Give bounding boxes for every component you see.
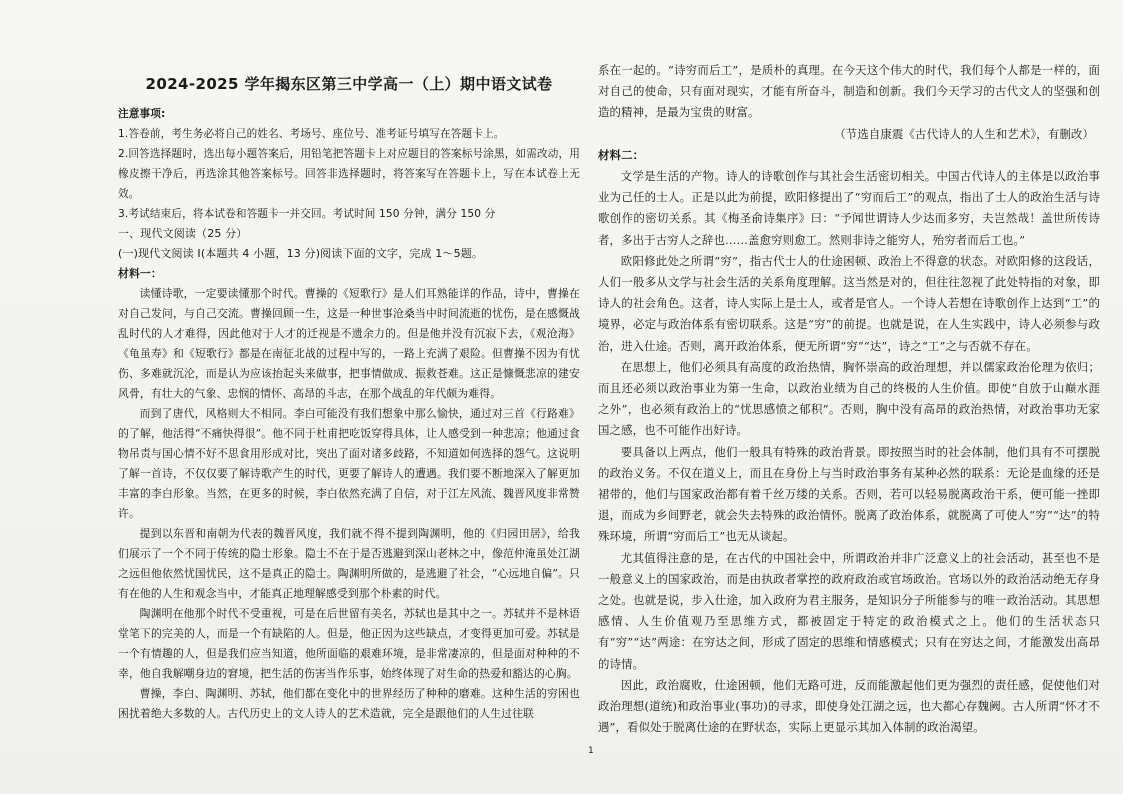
note-item: 1.答卷前，考生务必将自己的姓名、考场号、座位号、准考证号填写在答题卡上。 [118, 128, 505, 140]
paragraph: 因此，政治腐败，仕途困顿，他们无路可进，反而能激起他们更为强烈的责任感，促使他们对政治理想(道统)和政治事业(事功)的寻求，即使身处江湖之远，也大都心存魏阙。古人所谓“怀才不遇”，看似处于脱离仕途的在野状态，实际上更显示其加入体制的政治渴望。 [598, 677, 1100, 735]
paragraph: 系在一起的。“诗穷而后工”，是质朴的真理。在今天这个伟大的时代，我们每个人都是一样的，面对自己的使命，只有面对现实，才能有所奋斗，制造和创新。我们今天学习的古代文人的坚强和创造的精神，是最为宝贵的财富。 [598, 63, 1100, 120]
exam-title: 2024-2025 学年揭东区第三中学高一（上）期中语文试卷 [145, 75, 553, 93]
notes-block [118, 104, 580, 224]
paragraph: 文学是生活的产物。诗人的诗歌创作与其社会生活密切相关。中国古代诗人的主体是以政治事业为己任的士人。正是以此为前提，欧阳修提出了“穷而后工”的观点，指出了士人的政治生活与诗歌创作的密切关系。其《梅圣俞诗集序》曰：“予闻世谓诗人少达而多穷，夫岂然哉！盖世所传诗者，多出于古穷人之辞也……盖愈穷则愈工。然则非诗之能穷人，殆穷者而后工也。” [598, 169, 1100, 247]
material-label: 材料二： [598, 147, 645, 162]
right-column [598, 60, 1100, 739]
paragraph: 而到了唐代，风格则大不相同。李白可能没有我们想象中那么愉快，通过对三首《行路难》的了解，他活得“不痛快得很”。他不同于杜甫把吃饭穿得具体，让人感受到一种悲凉；他通过食物吊责与国心情不好不思食用形成对比，突出了面对诸多歧路，不知道如何选择的怨气。这说明了解一首诗，不仅仅要了解诗歌产生的时代，更要了解诗人的遭遇。我们要不断地深入了解更加丰富的李白形象。当然，在更多的时候，李白依然充满了自信，对于江左风流、魏晋风度非常赞许。 [118, 407, 580, 520]
note-item: 3.考试结束后，将本试卷和答题卡一并交回。考试时间 150 分钟，满分 150 分 [118, 208, 496, 220]
paragraph: 尤其值得注意的是，在古代的中国社会中，所谓政治并非广泛意义上的社会活动，甚至也不是一般意义上的国家政治，而是由执政者掌控的政府政治或官场政治。官场以外的政治活动绝无存身之处。也就是说，步入仕途，加入政府为君主服务，是知识分子所能参与的唯一政治活动。其思想感情、人生价值观乃至思维方式，都被固定于特定的政治模式之上。他们的生活状态只有“穷”“达”两途：在穷达之间，形成了固定的思维和情感模式；只有在穷达之间，才能激发出高昂的诗情。 [598, 550, 1100, 671]
paragraph: 读懂诗歌，一定要读懂那个时代。曹操的《短歌行》是人们耳熟能详的作品，诗中，曹操在对自己发问，与自己交流。曹操回顾一生，这是一种世事沧桑当中时间流逝的忧伤，是在感慨战乱时代的人才难得，因此他对于人才的迁视是不遗余力的。但是他并没有沉寂下去，《观沧海》《龟虽寿》和《短歌行》都是在南征北战的过程中写的，一路上充满了艰险。但曹操不因为有忧伤、多难就沉沦，而是认为应该抬起头来做事，把事情做成、振救苍难。这正是慷慨悲凉的建安风骨，有壮大的气象、忠悯的情怀、高昂的斗志，在那个战乱的年代颇为难得。 [118, 287, 580, 400]
paragraph: 曹操，李白、陶渊明、苏轼，他们都在变化中的世界经历了种种的磨难。这种生活的穷困也困扰着绝大多数的人。古代历史上的文人诗人的艺术造就，完全是跟他们的人生过往联 [118, 687, 580, 720]
source-citation: （节选自康震《古代诗人的人生和艺术》，有删改） [834, 126, 1094, 141]
material-label: 材料一： [118, 267, 162, 280]
paragraph: 在思想上，他们必须具有高度的政治热情，胸怀崇高的政治理想，并以儒家政治伦理为依归；而且还必须以政治事业为第一生命，以政治业绩为自己的终极的人生价值。即使“自放于山巅水涯之外”，也必须有政治上的“忧思感愤之郁积”。否则，胸中没有高昂的政治热情，对政治事功无家国之感，也不可能作出好诗。 [598, 359, 1100, 438]
left-column [118, 58, 580, 724]
page-number: 1 [588, 746, 594, 756]
paragraph: 陶渊明在他那个时代不受重视，可是在后世留有美名，苏轼也是其中之一。苏轼并不是林语堂笔下的完美的人，而是一个有缺陷的人。但是，他正因为这些缺点，才变得更加可爱。苏轼是一个有情趣的人，但是我们应当知道，他所面临的艰难环境，是非常凄凉的，但是面对种种的不幸，他自我解嘲身边的窘境，把生活的伤害当作乐事，始终体现了对生命的热爱和豁达的心胸。 [118, 607, 580, 680]
notes-heading: 注意事项: [118, 108, 166, 120]
section-heading: 一、现代文阅读（25 分） [118, 227, 248, 240]
paragraph: 提到以东晋和南朝为代表的魏晋风度，我们就不得不提到陶渊明，他的《归园田居》，给我们展示了一个不同于传统的隐士形象。隐士不在于是否逃避到深山老林之中，像范仲淹虽处江湖之远但他依然忧国忧民，这不是真正的隐士。陶渊明所做的，是逃避了社会，“心远地自偏”。只有在他的人生和观念当中，才能真正地理解感受到那个朴素的时代。 [118, 527, 580, 600]
paragraph: 要具备以上两点，他们一般具有特殊的政治背景。即按照当时的社会体制，他们具有不可摆脱的政治义务。不仅在道义上，而且在身份上与当时政治事务有某种必然的联系：无论是血缘的还是裙带的，他们与国家政治都有着千丝万缕的关系。否则，若可以轻易脱离政治干系，便可能一挫即退，而成为乡间野老，就会失去特殊的政治情怀。脱离了政治体系，就脱离了可使人“穷”“达”的特殊环境，所谓“穷而后工”也无从谈起。 [598, 444, 1100, 544]
note-item: 2.回答选择题时，选出每小题答案后，用铅笔把答题卡上对应题目的答案标号涂黑，如需改动，用橡皮擦干净后，再选涂其他答案标号。回答非选择题时，将答案写在答题卡上，写在本试卷上无效。 [118, 148, 580, 200]
section-subheading: (一)现代文阅读 I(本题共 4 小题，13 分)阅读下面的文字，完成 1～5题。 [118, 247, 484, 260]
paragraph: 欧阳修此处之所谓“穷”，指古代士人的仕途困顿、政治上不得意的状态。对欧阳修的这段话，人们一般多从文学与社会生活的关系角度理解。这当然是对的，但往往忽视了此处特指的对象，即诗人的社会角色。这者，诗人实际上是士人，或者是官人。一个诗人若想在诗歌创作上达到“工”的境界，必定与政治体系有密切联系。这是“穷”的前提。也就是说，在人生实践中，诗人必须参与政治，进入仕途。否则，离开政治体系，便无所谓“穷”“达”，诗之“工”之与否就不存在。 [598, 253, 1100, 353]
